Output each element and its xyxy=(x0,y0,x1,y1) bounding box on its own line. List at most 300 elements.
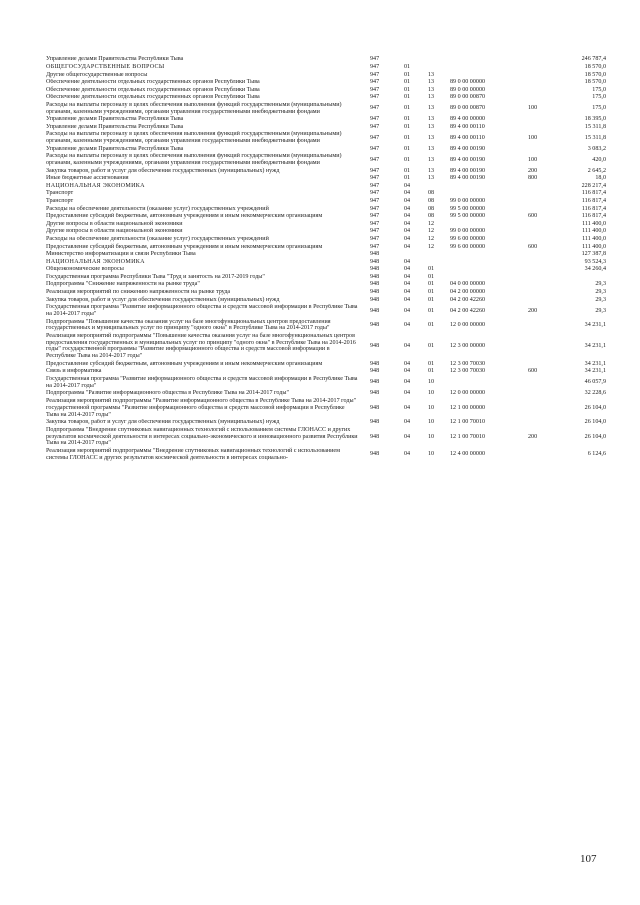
row-expense-type-code: 600 xyxy=(528,368,538,375)
table-row xyxy=(46,123,606,131)
row-target-article-code: 04 2 00 42260 xyxy=(450,296,486,303)
row-amount: 26 104,0 xyxy=(584,404,606,411)
row-section-code: 04 xyxy=(404,404,411,411)
row-amount: 32 228,6 xyxy=(584,390,606,397)
row-target-article-code: 04 2 00 00000 xyxy=(450,288,486,295)
row-expense-type-code xyxy=(528,198,558,206)
row-target-article-code: 12 3 00 70030 xyxy=(450,360,486,367)
row-name: НАЦИОНАЛЬНАЯ ЭКОНОМИКА xyxy=(46,182,145,189)
row-section-code: 04 xyxy=(404,288,411,295)
row-target-article-code: 99 5 00 00000 xyxy=(450,213,486,220)
row-name: Связь и информатика xyxy=(46,368,102,375)
row-section-code: 04 xyxy=(404,321,411,328)
row-subsection-code: 08 xyxy=(428,190,435,197)
row-subsection-code: 01 xyxy=(428,321,435,328)
row-name: НАЦИОНАЛЬНАЯ ЭКОНОМИКА xyxy=(46,258,145,265)
row-amount: 111 400,0 xyxy=(582,235,606,242)
row-amount: 18 570,0 xyxy=(584,71,606,78)
row-target-article-code: 04 2 00 42260 xyxy=(450,307,486,314)
row-target-article-code: 89 4 00 00190 xyxy=(450,175,486,182)
row-subsection-code: 13 xyxy=(428,134,435,141)
row-amount: 34 231,1 xyxy=(584,321,606,328)
row-name: Обеспечение деятельности отдельных государственных органов Республики Тыва xyxy=(46,94,260,101)
row-name: Управление делами Правительства Республики Тыва xyxy=(46,56,184,63)
row-expense-type-code: 800 xyxy=(528,175,538,182)
row-subsection-code xyxy=(428,64,450,72)
table-row xyxy=(46,398,606,419)
row-ved-code: 948 xyxy=(370,390,380,397)
row-section-code: 04 xyxy=(404,360,411,367)
row-section-code: 01 xyxy=(404,123,411,130)
row-subsection-code: 01 xyxy=(428,343,435,350)
row-ved-code: 947 xyxy=(370,145,380,152)
row-name: Общеэкономические вопросы xyxy=(46,266,124,273)
row-amount: 34 231,1 xyxy=(584,368,606,375)
row-section-code: 04 xyxy=(404,198,411,205)
row-amount: 34 231,1 xyxy=(584,360,606,367)
row-ved-code: 948 xyxy=(370,281,380,288)
row-expense-type-code xyxy=(528,56,558,64)
row-expense-type-code xyxy=(528,64,558,72)
budget-table xyxy=(46,56,606,462)
row-name: Транспорт xyxy=(46,198,74,205)
row-ved-code: 947 xyxy=(370,156,380,163)
row-expense-type-code xyxy=(528,281,558,289)
row-subsection-code: 13 xyxy=(428,123,435,130)
row-name: Управление делами Правительства Республики Тыва xyxy=(46,145,184,152)
row-name: ОБЩЕГОСУДАРСТВЕННЫЕ ВОПРОСЫ xyxy=(46,63,165,70)
row-section-code: 01 xyxy=(404,94,411,101)
row-section-code: 04 xyxy=(404,368,411,375)
row-subsection-code xyxy=(428,182,450,190)
row-target-article-code: 12 3 00 70030 xyxy=(450,368,486,375)
row-ved-code: 948 xyxy=(370,451,380,458)
table-row xyxy=(46,376,606,390)
row-expense-type-code xyxy=(528,116,558,124)
row-name: Иные бюджетные ассигнования xyxy=(46,175,129,182)
row-amount: 18 570,0 xyxy=(584,63,606,70)
row-name: Другие вопросы в области национальной экономики xyxy=(46,228,183,235)
row-target-article-code xyxy=(450,273,528,281)
table-row xyxy=(46,205,606,213)
row-section-code: 01 xyxy=(404,145,411,152)
row-subsection-code: 01 xyxy=(428,273,435,280)
row-name: Реализация мероприятий подпрограммы "Внедрение спутниковых навигационных технологий с использованием системы ГЛОНАСС и других результатов космической деятельности в интересах социально- xyxy=(46,447,340,461)
row-name: Обеспечение деятельности отдельных государственных органов Республики Тыва xyxy=(46,86,260,93)
row-expense-type-code xyxy=(528,258,558,266)
row-expense-type-code xyxy=(528,236,558,244)
row-subsection-code xyxy=(428,56,450,64)
table-row xyxy=(46,64,606,72)
row-section-code: 04 xyxy=(404,419,411,426)
row-subsection-code: 12 xyxy=(428,235,435,242)
row-target-article-code: 89 0 00 00870 xyxy=(450,105,486,112)
row-amount: 34 231,1 xyxy=(584,343,606,350)
row-target-article-code: 89 4 00 00190 xyxy=(450,167,486,174)
row-target-article-code xyxy=(450,220,528,228)
row-expense-type-code xyxy=(528,86,558,94)
row-subsection-code: 01 xyxy=(428,281,435,288)
row-section-code: 01 xyxy=(404,175,411,182)
row-name: Другие вопросы в области национальной экономики xyxy=(46,220,183,227)
row-ved-code: 948 xyxy=(370,258,380,265)
row-ved-code: 948 xyxy=(370,360,380,367)
row-name: Закупка товаров, работ и услуг для обеспечения государственных (муниципальных) нужд xyxy=(46,419,280,426)
row-subsection-code: 01 xyxy=(428,307,435,314)
row-subsection-code xyxy=(428,258,450,266)
row-name: Расходы на обеспечение деятельности (оказание услуг) государственных учреждений xyxy=(46,235,269,242)
row-subsection-code: 13 xyxy=(428,94,435,101)
table-row xyxy=(46,281,606,289)
row-target-article-code: 89 4 00 00000 xyxy=(450,116,486,123)
row-expense-type-code xyxy=(528,71,558,79)
row-amount: 228 217,4 xyxy=(581,182,606,189)
row-ved-code: 947 xyxy=(370,94,380,101)
row-target-article-code: 12 0 00 00000 xyxy=(450,390,486,397)
table-row xyxy=(46,213,606,221)
row-amount: 175,0 xyxy=(592,86,606,93)
row-subsection-code: 01 xyxy=(428,296,435,303)
row-section-code: 04 xyxy=(404,235,411,242)
table-row xyxy=(46,289,606,297)
row-subsection-code: 13 xyxy=(428,175,435,182)
row-target-article-code xyxy=(450,266,528,274)
table-row xyxy=(46,419,606,427)
row-section-code: 04 xyxy=(404,243,411,250)
row-ved-code: 947 xyxy=(370,123,380,130)
row-section-code: 01 xyxy=(404,71,411,78)
row-subsection-code: 13 xyxy=(428,105,435,112)
row-ved-code: 948 xyxy=(370,404,380,411)
row-subsection-code: 10 xyxy=(428,390,435,397)
table-row xyxy=(46,236,606,244)
row-ved-code: 948 xyxy=(370,321,380,328)
row-target-article-code: 99 0 00 00000 xyxy=(450,198,486,205)
row-section-code: 04 xyxy=(404,190,411,197)
row-target-article-code: 89 4 00 00190 xyxy=(450,145,486,152)
row-amount: 116 817,4 xyxy=(581,213,606,220)
row-expense-type-code xyxy=(528,266,558,274)
row-subsection-code: 08 xyxy=(428,205,435,212)
row-expense-type-code xyxy=(528,419,558,427)
table-row xyxy=(46,368,606,376)
table-row xyxy=(46,266,606,274)
row-section-code: 04 xyxy=(404,379,411,386)
table-row xyxy=(46,228,606,236)
row-subsection-code: 01 xyxy=(428,360,435,367)
row-target-article-code xyxy=(450,258,528,266)
table-row xyxy=(46,116,606,124)
table-row xyxy=(46,332,606,360)
row-ved-code: 948 xyxy=(370,251,380,258)
row-subsection-code: 13 xyxy=(428,86,435,93)
row-name: Расходы на выплаты персоналу в целях обеспечения выполнения функций государственными (муниципальными) органами, казенными учреждениями, органами управления государственными внебюджетными фондами xyxy=(46,101,342,115)
row-section-code: 04 xyxy=(404,213,411,220)
row-target-article-code: 89 4 00 00110 xyxy=(450,123,485,130)
row-amount: 111 400,0 xyxy=(582,228,606,235)
row-name: Подпрограмма "Внедрение спутниковых навигационных технологий с использованием системы ГЛОНАСС и других результатов космической деятельности в интересах социально-экономического и инновационного развития Республики Тыва на 2014-2017 годы" xyxy=(46,426,358,447)
row-expense-type-code xyxy=(528,228,558,236)
row-amount: 175,0 xyxy=(592,94,606,101)
row-expense-type-code xyxy=(528,360,558,368)
row-expense-type-code: 100 xyxy=(528,134,538,141)
row-amount: 29,3 xyxy=(595,281,606,288)
row-subsection-code: 12 xyxy=(428,228,435,235)
row-amount: 18,0 xyxy=(595,175,606,182)
row-expense-type-code xyxy=(528,398,558,419)
row-subsection-code: 08 xyxy=(428,213,435,220)
row-ved-code: 947 xyxy=(370,235,380,242)
table-row xyxy=(46,101,606,115)
row-target-article-code xyxy=(450,190,528,198)
row-expense-type-code xyxy=(528,79,558,87)
row-ved-code: 948 xyxy=(370,296,380,303)
row-subsection-code: 01 xyxy=(428,288,435,295)
row-expense-type-code xyxy=(528,182,558,190)
row-amount: 46 057,9 xyxy=(584,379,606,386)
row-section-code: 01 xyxy=(404,167,411,174)
row-subsection-code: 01 xyxy=(428,266,435,273)
row-name: Государственная программа "Развитие информационного общества и средств массовой информации в Республике Тыва на 2014-2017 годы" xyxy=(46,376,358,389)
row-expense-type-code xyxy=(528,251,558,259)
row-name: Предоставление субсидий бюджетным, автономным учреждениям и иным некоммерческим организациям xyxy=(46,243,323,250)
row-name: Расходы на обеспечение деятельности (оказание услуг) государственных учреждений xyxy=(46,205,269,212)
row-subsection-code: 13 xyxy=(428,71,435,78)
table-row xyxy=(46,426,606,447)
row-section-code: 04 xyxy=(404,343,411,350)
row-section-code xyxy=(404,251,428,259)
row-section-code: 04 xyxy=(404,451,411,458)
row-section-code: 04 xyxy=(404,205,411,212)
row-target-article-code xyxy=(450,251,528,259)
row-expense-type-code: 200 xyxy=(528,307,538,314)
row-expense-type-code xyxy=(528,318,558,332)
row-name: Реализация мероприятий подпрограммы "Повышение качества оказания услуг на базе многофункциональных центров предоставления государственных и муниципальных услуг по принципу "одного окна" в Республике Тыва на 2014-2016 годы" государственной программы "Развитие информационного общества и средств массовой информации в Республике Тыва на 2014-2017 годы" xyxy=(46,332,356,360)
row-expense-type-code: 200 xyxy=(528,167,538,174)
row-amount: 6 124,6 xyxy=(587,451,606,458)
row-ved-code: 947 xyxy=(370,116,380,123)
row-ved-code: 947 xyxy=(370,71,380,78)
row-expense-type-code xyxy=(528,220,558,228)
row-ved-code: 948 xyxy=(370,368,380,375)
row-amount: 127 387,8 xyxy=(581,251,606,258)
row-target-article-code: 89 0 00 00870 xyxy=(450,94,486,101)
row-expense-type-code: 600 xyxy=(528,243,538,250)
row-target-article-code xyxy=(450,376,528,390)
row-ved-code: 948 xyxy=(370,307,380,314)
row-ved-code: 947 xyxy=(370,190,380,197)
row-target-article-code: 12 1 00 70010 xyxy=(450,433,486,440)
row-expense-type-code: 100 xyxy=(528,156,538,163)
row-amount: 3 083,2 xyxy=(587,145,606,152)
row-target-article-code xyxy=(450,64,528,72)
row-amount: 2 645,2 xyxy=(587,167,606,174)
table-row xyxy=(46,153,606,167)
row-subsection-code: 08 xyxy=(428,198,435,205)
row-section-code: 04 xyxy=(404,390,411,397)
row-target-article-code: 89 4 00 00110 xyxy=(450,134,485,141)
row-section-code: 04 xyxy=(404,307,411,314)
row-ved-code: 947 xyxy=(370,220,380,227)
table-row xyxy=(46,318,606,332)
row-section-code: 04 xyxy=(404,182,411,189)
table-row xyxy=(46,167,606,175)
row-name: Обеспечение деятельности отдельных государственных органов Республики Тыва xyxy=(46,79,260,86)
row-section-code: 04 xyxy=(404,273,411,280)
row-expense-type-code xyxy=(528,332,558,360)
row-ved-code: 947 xyxy=(370,175,380,182)
row-amount: 15 311,8 xyxy=(584,134,606,141)
table-row xyxy=(46,190,606,198)
row-section-code: 01 xyxy=(404,79,411,86)
table-row xyxy=(46,71,606,79)
table-row xyxy=(46,131,606,145)
table-row xyxy=(46,175,606,183)
row-target-article-code: 12 1 00 70010 xyxy=(450,419,486,426)
row-expense-type-code xyxy=(528,447,558,461)
row-expense-type-code xyxy=(528,390,558,398)
row-section-code: 01 xyxy=(404,116,411,123)
row-subsection-code xyxy=(428,251,450,259)
row-ved-code: 947 xyxy=(370,198,380,205)
row-name: Подпрограмма "Снижение напряженности на рынке труда" xyxy=(46,281,200,288)
row-ved-code: 948 xyxy=(370,433,380,440)
row-target-article-code xyxy=(450,182,528,190)
row-section-code: 04 xyxy=(404,228,411,235)
row-target-article-code: 12 1 00 00000 xyxy=(450,404,486,411)
table-row xyxy=(46,182,606,190)
row-amount: 18 395,0 xyxy=(584,116,606,123)
row-subsection-code: 12 xyxy=(428,243,435,250)
row-ved-code: 947 xyxy=(370,243,380,250)
row-ved-code: 948 xyxy=(370,343,380,350)
row-ved-code: 947 xyxy=(370,167,380,174)
row-name: Расходы на выплаты персоналу в целях обеспечения выполнения функций государственными (муниципальными) органами, казенными учреждениями, органами управления государственными внебюджетными фондами xyxy=(46,153,342,167)
row-ved-code: 947 xyxy=(370,228,380,235)
row-expense-type-code: 100 xyxy=(528,105,538,112)
row-target-article-code: 99 6 00 00000 xyxy=(450,235,486,242)
row-expense-type-code: 200 xyxy=(528,433,538,440)
row-ved-code: 947 xyxy=(370,134,380,141)
row-ved-code: 948 xyxy=(370,379,380,386)
budget-table-body xyxy=(46,56,606,462)
row-target-article-code: 12 0 00 00000 xyxy=(450,321,486,328)
row-name: Реализация мероприятий по снижению напряженности на рынке труда xyxy=(46,288,231,295)
row-name: Предоставление субсидий бюджетным, автономным учреждениям и иным некоммерческим организациям xyxy=(46,213,323,220)
row-target-article-code: 89 0 00 00000 xyxy=(450,86,486,93)
row-name: Управление делами Правительства Республики Тыва xyxy=(46,123,184,130)
row-subsection-code: 10 xyxy=(428,379,435,386)
row-amount: 420,0 xyxy=(592,156,606,163)
row-amount: 34 260,4 xyxy=(584,266,606,273)
row-target-article-code: 89 0 00 00000 xyxy=(450,79,486,86)
row-name: Другие общегосударственные вопросы xyxy=(46,71,148,78)
row-name: Закупка товаров, работ и услуг для обеспечения государственных (муниципальных) нужд xyxy=(46,296,280,303)
row-amount: 29,3 xyxy=(595,288,606,295)
row-section-code: 01 xyxy=(404,86,411,93)
table-row xyxy=(46,251,606,259)
row-expense-type-code xyxy=(528,296,558,304)
row-amount: 116 817,4 xyxy=(581,198,606,205)
row-section-code: 01 xyxy=(404,63,411,70)
row-target-article-code: 99 6 00 00000 xyxy=(450,243,486,250)
table-row xyxy=(46,296,606,304)
row-ved-code: 947 xyxy=(370,105,380,112)
row-target-article-code: 89 4 00 00190 xyxy=(450,156,486,163)
row-name: Управление делами Правительства Республики Тыва xyxy=(46,116,184,123)
row-section-code: 01 xyxy=(404,134,411,141)
row-expense-type-code xyxy=(528,205,558,213)
row-target-article-code: 99 5 00 00000 xyxy=(450,205,486,212)
row-target-article-code: 99 0 00 00000 xyxy=(450,228,486,235)
table-row xyxy=(46,304,606,318)
row-ved-code: 947 xyxy=(370,79,380,86)
row-section-code: 04 xyxy=(404,220,411,227)
row-target-article-code xyxy=(450,56,528,64)
row-name: Государственная программа Республики Тыва "Труд и занятость на 2017-2019 годы" xyxy=(46,273,265,280)
row-name: Закупка товаров, работ и услуг для обеспечения государственных (муниципальных) нужд xyxy=(46,167,280,174)
row-target-article-code: 12 4 00 00000 xyxy=(450,451,486,458)
table-row xyxy=(46,56,606,64)
row-section-code: 04 xyxy=(404,433,411,440)
row-name: Подпрограмма "Повышение качества оказания услуг на базе многофункциональных центров предоставления государственных и муниципальных услуг по принципу "одного окна" в Республике Тыва на 2014-2017 годы" xyxy=(46,318,331,332)
row-subsection-code: 01 xyxy=(428,368,435,375)
row-ved-code: 948 xyxy=(370,419,380,426)
row-section-code: 01 xyxy=(404,105,411,112)
row-amount: 26 104,0 xyxy=(584,433,606,440)
row-section-code: 04 xyxy=(404,296,411,303)
row-ved-code: 947 xyxy=(370,205,380,212)
row-amount: 111 400,0 xyxy=(582,220,606,227)
row-name: Реализация мероприятий подпрограммы "Развитие информационного общества в Республике Тыва на 2014-2017 годы" государственной программы "Развитие информационного общества и средств массовой информации в Республике Тыва на 2014-2017 годы" xyxy=(46,397,357,418)
row-subsection-code: 13 xyxy=(428,116,435,123)
row-expense-type-code xyxy=(528,289,558,297)
row-ved-code: 948 xyxy=(370,266,380,273)
row-subsection-code: 10 xyxy=(428,451,435,458)
table-row xyxy=(46,79,606,87)
row-target-article-code: 04 0 00 00000 xyxy=(450,281,486,288)
row-expense-type-code xyxy=(528,94,558,102)
row-target-article-code xyxy=(450,71,528,79)
row-amount: 246 787,4 xyxy=(581,56,606,63)
row-amount: 15 311,8 xyxy=(584,123,606,130)
row-ved-code: 947 xyxy=(370,63,380,70)
table-row xyxy=(46,145,606,153)
table-row xyxy=(46,273,606,281)
row-amount: 93 524,3 xyxy=(584,258,606,265)
row-name: Министерство информатизации и связи Республики Тыва xyxy=(46,251,196,258)
table-row xyxy=(46,258,606,266)
row-section-code: 04 xyxy=(404,281,411,288)
row-subsection-code: 13 xyxy=(428,79,435,86)
row-amount: 116 817,4 xyxy=(581,190,606,197)
row-expense-type-code xyxy=(528,145,558,153)
table-row xyxy=(46,94,606,102)
row-expense-type-code xyxy=(528,123,558,131)
row-subsection-code: 13 xyxy=(428,167,435,174)
row-name: Расходы на выплаты персоналу в целях обеспечения выполнения функций государственными (муниципальными) органами, казенными учреждениями, органами управления государственными внебюджетными фондами xyxy=(46,131,342,145)
row-section-code: 01 xyxy=(404,156,411,163)
table-row xyxy=(46,243,606,251)
row-ved-code: 947 xyxy=(370,86,380,93)
row-section-code xyxy=(404,56,428,64)
row-amount: 26 104,0 xyxy=(584,419,606,426)
row-amount: 18 570,0 xyxy=(584,79,606,86)
row-subsection-code: 10 xyxy=(428,433,435,440)
row-name: Транспорт xyxy=(46,190,74,197)
row-expense-type-code: 600 xyxy=(528,213,538,220)
row-amount: 111 400,0 xyxy=(582,243,606,250)
